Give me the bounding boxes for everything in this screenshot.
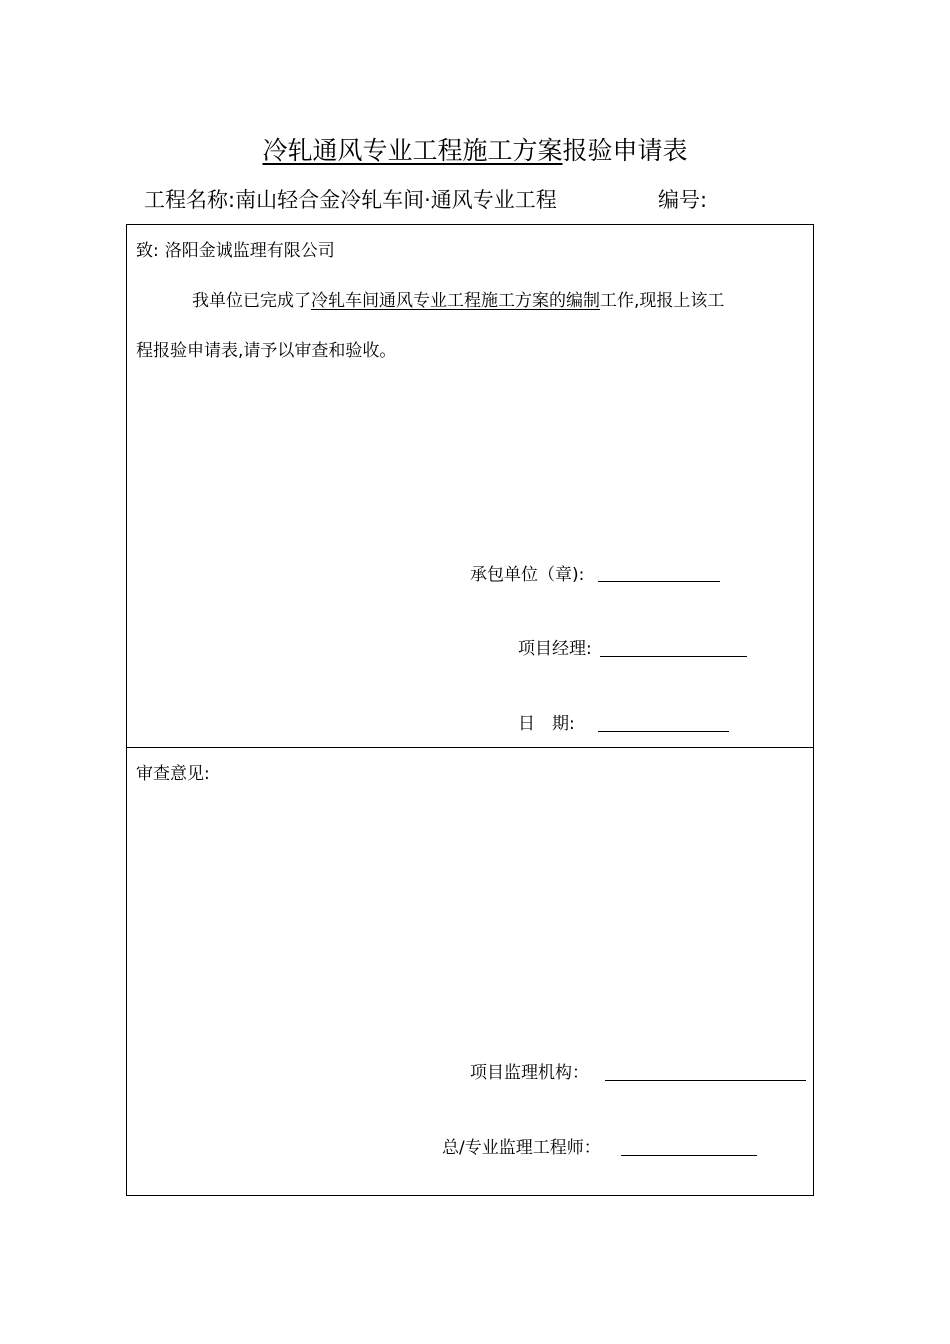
supervision-agency-label: 项目监理机构： [470, 1063, 589, 1083]
supervising-engineer-line [621, 1155, 757, 1156]
body-underlined: 冷轧车间通风专业工程施工方案的编制 [311, 291, 600, 311]
manager-label: 项目经理: [518, 639, 592, 659]
body-prefix: 我单位已完成了 [192, 291, 311, 311]
review-opinion-label: 审查意见: [136, 764, 210, 784]
form-table [126, 224, 814, 1196]
number-label: 编号: [658, 188, 708, 212]
section-divider [126, 747, 814, 748]
addressee: 洛阳金诚监理有限公司 [164, 241, 335, 261]
form-title-rest: 报验申请表 [562, 136, 688, 165]
project-label: 工程名称: [144, 188, 236, 212]
body-line-1 [192, 289, 724, 313]
form-title-underlined: 冷轧通风专业工程施工方案 [262, 136, 563, 165]
contractor-label: 承包单位（章): [470, 565, 585, 585]
project-name-line [144, 183, 557, 217]
date-label: 日 期: [518, 714, 575, 734]
date-line [598, 731, 729, 732]
form-title [0, 131, 950, 171]
addressee-label: 致: [136, 241, 159, 261]
addressee-line [136, 239, 335, 263]
body-line-2: 程报验申请表,请予以审查和验收。 [136, 341, 397, 361]
contractor-signature-line [598, 581, 720, 582]
supervising-engineer-label: 总/专业监理工程师： [442, 1138, 601, 1158]
body-suffix: 工作,现报上该工 [600, 291, 725, 311]
project-name: 南山轻合金冷轧车间·通风专业工程 [235, 188, 557, 212]
manager-signature-line [600, 656, 747, 657]
supervision-agency-line [605, 1080, 806, 1081]
